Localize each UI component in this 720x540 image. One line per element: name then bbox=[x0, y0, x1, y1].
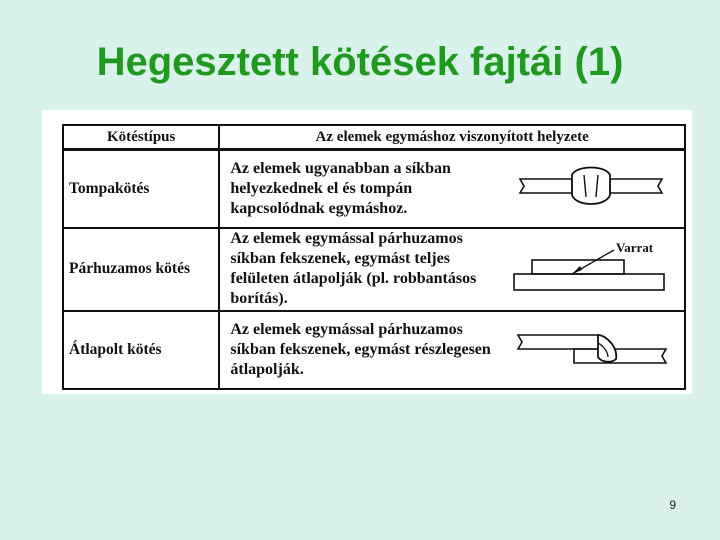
page-number: 9 bbox=[669, 498, 676, 512]
table-row bbox=[63, 228, 685, 311]
header-element-position: Az elemek egymáshoz viszonyított helyzete bbox=[219, 125, 685, 150]
joint-type-cell: Párhuzamos kötés bbox=[63, 228, 219, 311]
weld-seam-label: Varrat bbox=[615, 239, 653, 255]
butt-joint-diagram bbox=[502, 151, 682, 221]
joint-type-cell: Tompakötés bbox=[63, 150, 219, 228]
joint-types-table bbox=[62, 124, 686, 390]
slide-title: Hegesztett kötések fajtái (1) bbox=[96, 40, 624, 84]
joint-description-cell: Az elemek ugyanabban a síkban helyezkednek el és tompán kapcsolódnak egymáshoz. bbox=[219, 150, 499, 228]
parallel-joint-figure-cell bbox=[499, 228, 685, 311]
joint-description-cell: Az elemek egymással párhuzamos síkban fekszenek, egymást részlegesen átlapolják. bbox=[219, 311, 499, 389]
lap-joint-figure-cell bbox=[499, 311, 685, 389]
joint-type-cell: Átlapolt kötés bbox=[63, 311, 219, 389]
parallel-joint-diagram bbox=[502, 232, 682, 302]
joint-description-cell: Az elemek egymással párhuzamos síkban fekszenek, egymást teljes felületen átlapolják (pl. robbantásos borítás). bbox=[219, 228, 499, 311]
table-header-row bbox=[63, 125, 685, 150]
table-row bbox=[63, 311, 685, 389]
table-row bbox=[63, 150, 685, 228]
header-joint-type: Kötéstípus bbox=[63, 125, 219, 150]
butt-joint-figure-cell bbox=[499, 150, 685, 228]
lap-joint-diagram bbox=[502, 313, 682, 383]
joint-types-table-image bbox=[42, 110, 692, 394]
